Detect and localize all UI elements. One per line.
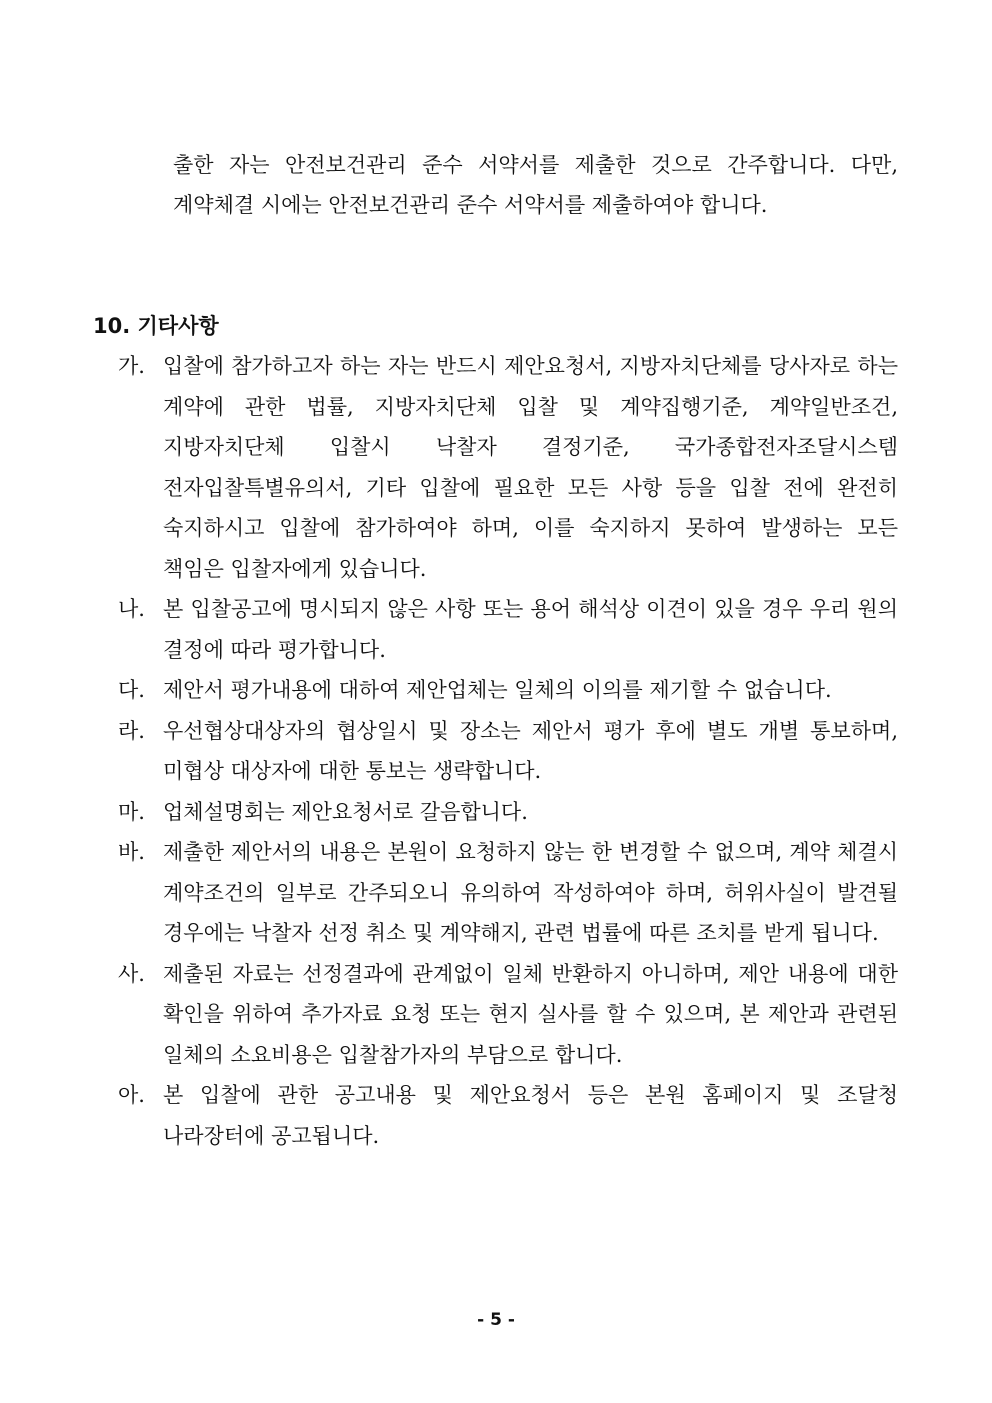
list-item-text: 제출된 자료는 선정결과에 관계없이 일체 반환하지 아니하며, 제안 내용에 대한 확인을 위하여 추가자료 요청 또는 현지 실사를 할 수 있으며, 본 제안과 관련된 일체의 소요비용은 입찰참가자의 부담으로 합니다. [163, 961, 898, 1067]
list-item-text: 업체설명회는 제안요청서로 갈음합니다. [163, 799, 528, 824]
list-item-marker: 가. [118, 354, 145, 378]
list-item [118, 954, 898, 1076]
list-item-marker: 나. [118, 597, 145, 621]
list-item-text: 본 입찰에 관한 공고내용 및 제안요청서 등은 본원 홈페이지 및 조달청 나라장터에 공고됩니다. [163, 1083, 898, 1148]
list-item-text: 제안서 평가내용에 대하여 제안업체는 일체의 이의를 제기할 수 없습니다. [163, 678, 832, 702]
section-item-list [118, 346, 898, 1156]
continuation-paragraph: 출한 자는 안전보건관리 준수 서약서를 제출한 것으로 간주합니다. 다만, 계약체결 시에는 안전보건관리 준수 서약서를 제출하여야 합니다. [173, 153, 898, 217]
list-item [118, 1075, 898, 1156]
section-heading: 10. 기타사항 [93, 314, 219, 338]
list-item-marker: 다. [118, 678, 145, 702]
list-item [118, 711, 898, 792]
list-item-marker: 라. [118, 718, 145, 743]
list-item [118, 346, 898, 589]
list-item [118, 792, 898, 833]
list-item-text: 제출한 제안서의 내용은 본원이 요청하지 않는 한 변경할 수 없으며, 계약 체결시 계약조건의 일부로 간주되오니 유의하여 작성하여야 하며, 허위사실이 발견될 경우에는 낙찰자 선정 취소 및 계약해지, 관련 법률에 따른 조치를 받게 됩니다. [163, 840, 898, 945]
list-item-marker: 아. [118, 1083, 145, 1107]
page-number: - 5 - [477, 1310, 515, 1330]
list-item-marker: 사. [118, 961, 145, 986]
list-item-marker: 마. [118, 799, 145, 824]
list-item-text: 우선협상대상자의 협상일시 및 장소는 제안서 평가 후에 별도 개별 통보하며, 미협상 대상자에 대한 통보는 생략합니다. [163, 718, 898, 783]
list-item [118, 589, 898, 670]
list-item-text: 입찰에 참가하고자 하는 자는 반드시 제안요청서, 지방자치단체를 당사자로 하는 계약에 관한 법률, 지방자치단체 입찰 및 계약집행기준, 계약일반조건, 지방자치단체 입찰시 낙찰자 결정기준, 국가종합전자조달시스템 전자입찰특별유의서, 기타 입찰에 필요한 모든 사항 등을 입찰 전에 완전히 숙지하시고 입찰에 참가하여야 하며, 이를 숙지하지 못하여 발생하는 모든 책임은 입찰자에게 있습니다. [163, 354, 898, 581]
list-item-text: 본 입찰공고에 명시되지 않은 사항 또는 용어 해석상 이견이 있을 경우 우리 원의 결정에 따라 평가합니다. [163, 597, 898, 662]
list-item [118, 670, 898, 711]
list-item-marker: 바. [118, 840, 145, 864]
list-item [118, 832, 898, 954]
